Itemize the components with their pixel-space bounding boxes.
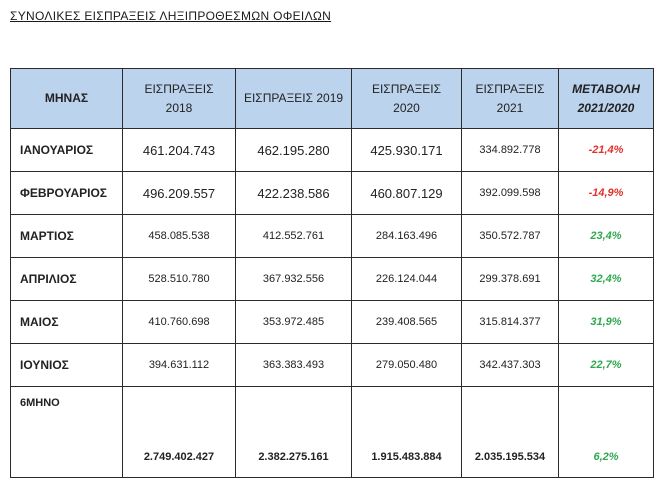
value-2019-cell: 353.972.485 — [236, 301, 352, 344]
change-cell: 32,4% — [559, 258, 654, 301]
change-cell: 31,9% — [559, 301, 654, 344]
value-2018-cell: 458.085.538 — [123, 215, 236, 258]
value-2020-cell: 460.807.129 — [352, 172, 462, 215]
header-change — [559, 69, 654, 129]
month-cell: ΦΕΒΡΟΥΑΡΙΟΣ — [11, 172, 123, 215]
table-row — [11, 301, 654, 344]
value-2018-cell: 496.209.557 — [123, 172, 236, 215]
header-2021-line1: ΕΙΣΠΡΑΞΕΙΣ — [475, 81, 545, 96]
change-cell: -21,4% — [559, 129, 654, 172]
value-2020-cell: 279.050.480 — [352, 344, 462, 387]
value-2018-cell: 528.510.780 — [123, 258, 236, 301]
month-cell: ΙΟΥΝΙΟΣ — [11, 344, 123, 387]
value-2020-cell: 425.930.171 — [352, 129, 462, 172]
total-row — [11, 387, 654, 478]
table-row — [11, 215, 654, 258]
value-2021-cell: 350.572.787 — [462, 215, 559, 258]
header-2021 — [462, 69, 559, 129]
total-2019-cell: 2.382.275.161 — [236, 387, 352, 478]
collections-table — [10, 68, 654, 478]
header-2018-line1: ΕΙΣΠΡΑΞΕΙΣ — [144, 81, 214, 96]
table-row — [11, 172, 654, 215]
header-month: ΜΗΝΑΣ — [11, 69, 123, 129]
value-2020-cell: 226.124.044 — [352, 258, 462, 301]
header-2019: ΕΙΣΠΡΑΞΕΙΣ 2019 — [236, 69, 352, 129]
value-2018-cell: 410.760.698 — [123, 301, 236, 344]
total-2020-cell: 1.915.483.884 — [352, 387, 462, 478]
change-cell: 23,4% — [559, 215, 654, 258]
value-2019-cell: 412.552.761 — [236, 215, 352, 258]
value-2020-cell: 284.163.496 — [352, 215, 462, 258]
header-2020-line2: 2020 — [393, 100, 420, 115]
value-2021-cell: 334.892.778 — [462, 129, 559, 172]
total-2018-cell: 2.749.402.427 — [123, 387, 236, 478]
header-2018-line2: 2018 — [165, 100, 193, 115]
header-2020 — [352, 69, 462, 129]
value-2021-cell: 342.437.303 — [462, 344, 559, 387]
change-cell: -14,9% — [559, 172, 654, 215]
value-2021-cell: 392.099.598 — [462, 172, 559, 215]
month-cell: ΜΑΡΤΙΟΣ — [11, 215, 123, 258]
total-2021-cell: 2.035.195.534 — [462, 387, 559, 478]
value-2018-cell: 394.631.112 — [123, 344, 236, 387]
table-row — [11, 258, 654, 301]
value-2020-cell: 239.408.565 — [352, 301, 462, 344]
total-change-cell: 6,2% — [559, 387, 654, 478]
total-label-cell: 6ΜΗΝΟ — [11, 387, 123, 478]
table-row — [11, 344, 654, 387]
header-2020-line1: ΕΙΣΠΡΑΞΕΙΣ — [371, 81, 442, 96]
value-2018-cell: 461.204.743 — [123, 129, 236, 172]
value-2019-cell: 422.238.586 — [236, 172, 352, 215]
header-row — [11, 69, 654, 129]
page-title: ΣΥΝΟΛΙΚΕΣ ΕΙΣΠΡΑΞΕΙΣ ΛΗΞΙΠΡΟΘΕΣΜΩΝ ΟΦΕΙΛΩΝ — [10, 9, 332, 23]
value-2021-cell: 299.378.691 — [462, 258, 559, 301]
month-cell: ΜΑΙΟΣ — [11, 301, 123, 344]
header-change-line2: 2021/2020 — [577, 100, 635, 115]
change-cell: 22,7% — [559, 344, 654, 387]
header-2021-line2: 2021 — [496, 100, 524, 115]
month-cell: ΑΠΡΙΛΙΟΣ — [11, 258, 123, 301]
header-change-line1: ΜΕΤΑΒΟΛΗ — [572, 81, 640, 96]
value-2019-cell: 367.932.556 — [236, 258, 352, 301]
value-2019-cell: 363.383.493 — [236, 344, 352, 387]
table-row — [11, 129, 654, 172]
month-cell: ΙΑΝΟΥΑΡΙΟΣ — [11, 129, 123, 172]
value-2019-cell: 462.195.280 — [236, 129, 352, 172]
header-2018 — [123, 69, 236, 129]
value-2021-cell: 315.814.377 — [462, 301, 559, 344]
